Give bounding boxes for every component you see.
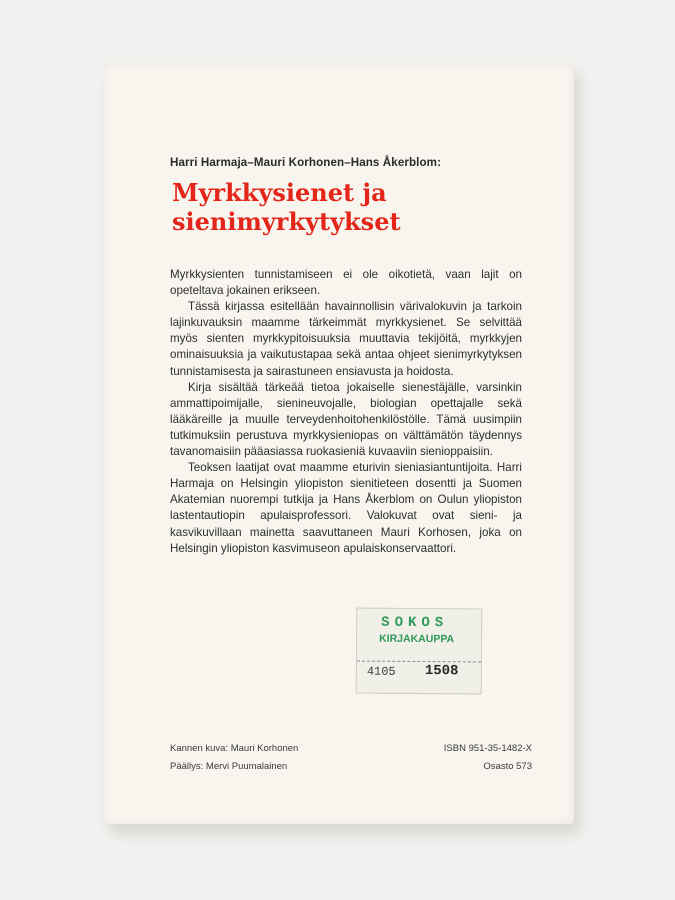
- price-sticker: [356, 608, 483, 695]
- credits: [170, 740, 298, 776]
- cover-photo-credit: Kannen kuva: Mauri Korhonen: [170, 743, 299, 754]
- publication-info: [428, 740, 532, 776]
- blurb: [170, 267, 522, 557]
- department: Osasto 573: [483, 761, 532, 772]
- blurb-paragraph: Kirja sisältää tärkeää tietoa jokaiselle sienestäjälle, varsinkin ammattipoimijalle, sienineuvojalle, biologian opettajalle sekä lääkäreille ja muulle terveydenhoitohenkilöstölle. Tämä uusimpiin tutkimuksiin perustuva myrkkysieniopas on välttämätön täydennys tavanomaisiin pääasiassa ruokasieniä kuvaaviin sienioppaisiin.: [170, 380, 522, 459]
- book-title: [172, 178, 552, 236]
- cover-design-credit: Päällys: Mervi Puumalainen: [170, 761, 288, 772]
- blurb-paragraph: Teoksen laatijat ovat maamme eturivin sieniasiantuntijoita. Harri Harmaja on Helsingin yliopiston sienitieteen dosentti ja Suomen Akatemian nuorempi tutkija ja Hans Åkerblom on Oulun yliopiston lastentautiopin apulaisprofessori. Valokuvat ovat sieni- ja kasvikuvillaan mainetta saavuttaneen Mauri Korhosen, joka on Helsingin yliopiston kasvimuseon apulaiskonservaattori.: [170, 461, 522, 555]
- sticker-price: 1508: [424, 663, 459, 680]
- isbn: ISBN 951-35-1482-X: [443, 743, 532, 754]
- blurb-paragraph: Tässä kirjassa esitellään havainnollisin värivalokuvin ja tarkoin lajinkuvauksin maamme tärkeimmät myrkkysienet. Se selvittää myös sienten myrkkypitoisuuksia muuttavia tekijöitä, myrkkyjen ominaisuuksia ja vaikutustapaa sekä antaa ohjeet sienimyrkytyksen tunnistamisesta ja sairastuneen ensiavusta ja hoidosta.: [170, 300, 522, 378]
- blurb-paragraph: Myrkkysienten tunnistamiseen ei ole oikotietä, vaan lajit on opeteltava jokainen erikseen.: [170, 268, 522, 298]
- author-line: Harri Harmaja–Mauri Korhonen–Hans Åkerblom:: [170, 156, 442, 169]
- book-back-cover: [104, 62, 574, 824]
- sticker-shop: KIRJAKAUPPA: [379, 632, 455, 646]
- title-line-2: sienimyrkytykset: [172, 207, 401, 236]
- sticker-divider: [357, 661, 481, 663]
- sticker-brand: SOKOS: [381, 614, 449, 632]
- sticker-code: 4105: [366, 664, 396, 679]
- title-line-1: Myrkkysienet ja: [172, 178, 387, 207]
